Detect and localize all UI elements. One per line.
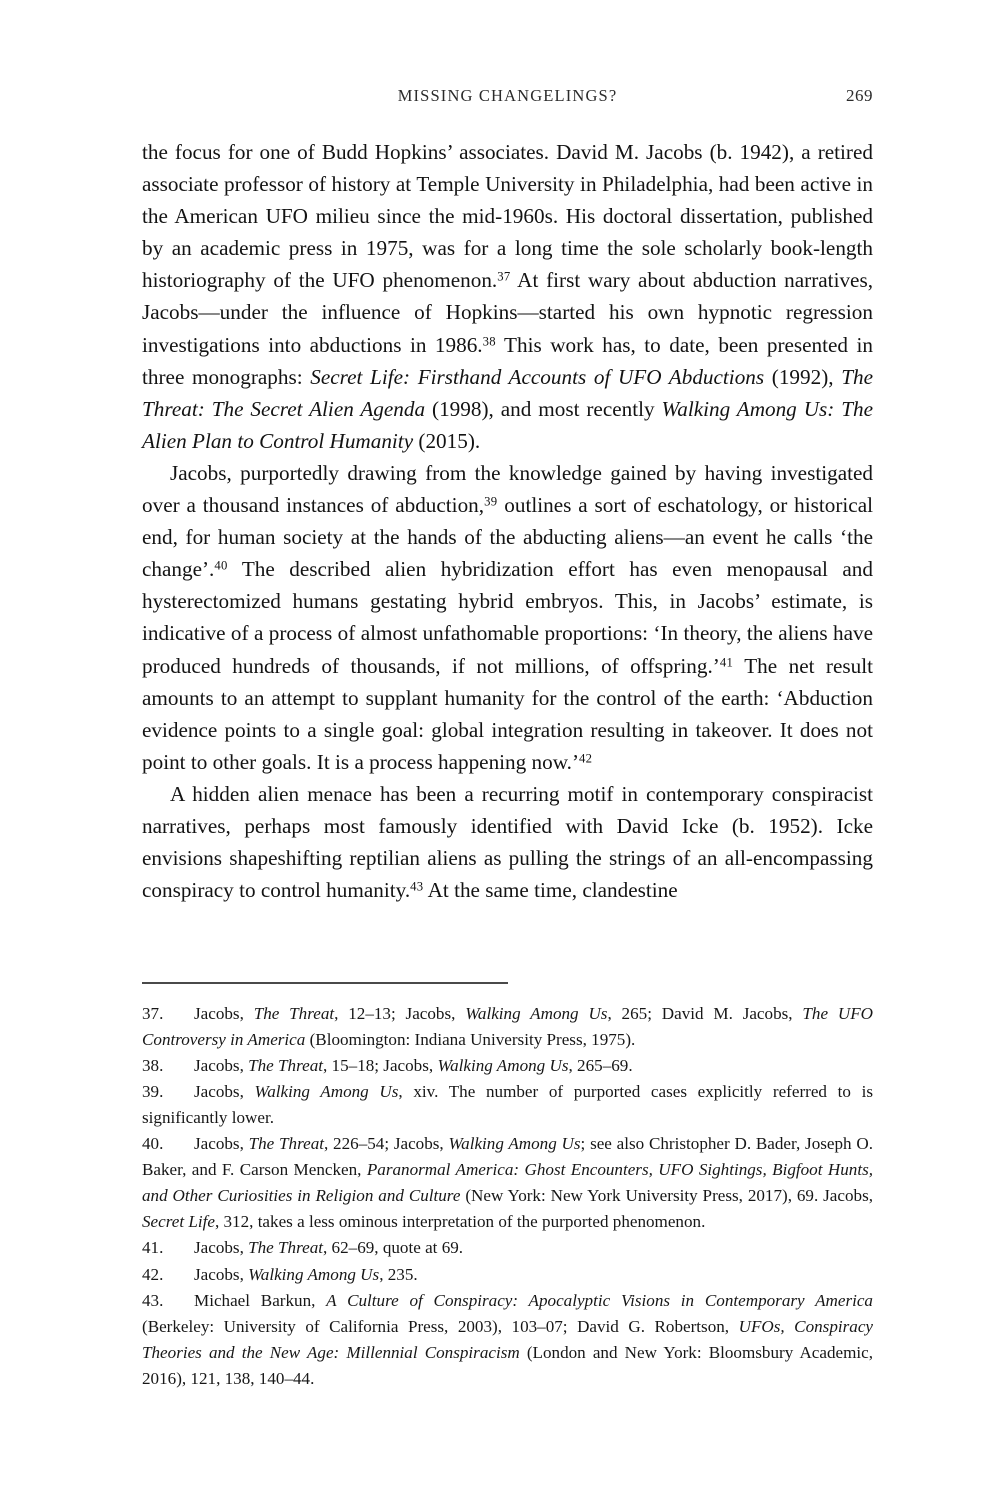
italic-title: Walking Among Us bbox=[437, 1055, 569, 1075]
footnote-area bbox=[142, 982, 873, 1392]
footnote-item bbox=[142, 1288, 873, 1392]
footnote-number: 39. bbox=[142, 1081, 164, 1101]
text-run: Jacobs, bbox=[194, 1055, 249, 1075]
text-run: (1992), bbox=[764, 364, 842, 389]
italic-title: A Culture of Conspiracy: Apocalyptic Visions in Contemporary America bbox=[326, 1290, 873, 1310]
text-run: , 12–13; Jacobs, bbox=[334, 1003, 466, 1023]
footnote-number: 38. bbox=[142, 1055, 164, 1075]
italic-title: The Threat bbox=[248, 1238, 323, 1258]
text-run: Jacobs, purportedly drawing from the knowledge gained by having investigated over a thousand instances of abduction, bbox=[142, 460, 873, 518]
footnote-number: 43. bbox=[142, 1290, 164, 1310]
text-run: , 235. bbox=[379, 1264, 418, 1284]
par-icke bbox=[142, 778, 873, 906]
body-text-block bbox=[142, 136, 873, 906]
footnote-list bbox=[142, 1001, 873, 1392]
text-run: The net result amounts to an attempt to supplant humanity for the control of the earth: ‘Abduction evidence points to a single goal: global integration resulting in takeover. It does not point to other goals. It is a process happening now.’ bbox=[142, 653, 873, 774]
italic-title: Walking Among Us bbox=[254, 1081, 399, 1101]
text-run: outlines a sort of eschatology, or historical end, for human society at the hands of the abducting aliens—an event he calls ‘the change’. bbox=[142, 493, 873, 582]
text-run: Jacobs, bbox=[194, 1238, 249, 1258]
text-run: (Bloomington: Indiana University Press, 1975). bbox=[305, 1029, 636, 1049]
italic-title: Walking Among Us bbox=[465, 1003, 608, 1023]
running-head-title: MISSING CHANGELINGS? bbox=[397, 86, 618, 105]
text-run: Jacobs, bbox=[194, 1264, 249, 1284]
text-run: , 265–69. bbox=[568, 1055, 633, 1075]
text-run: (London and New York: Bloomsbury Academic, 2016), 121, 138, 140–44. bbox=[142, 1342, 874, 1388]
italic-title: The Threat bbox=[248, 1055, 323, 1075]
text-run: , 265; David M. Jacobs, bbox=[607, 1003, 803, 1023]
par-jacobs-bio bbox=[142, 136, 873, 457]
italic-title: The Threat: The Secret Alien Agenda bbox=[142, 364, 873, 421]
italic-title: The Threat bbox=[253, 1003, 335, 1023]
text-run: Jacobs, bbox=[194, 1003, 254, 1023]
text-run: A hidden alien menace has been a recurring motif in contemporary conspiracist narratives, perhaps most famously identified with David Icke (b. 1952). Icke envisions shapeshifting reptilian aliens as pulling the strings of an all-encompassing conspiracy to control humanity. bbox=[142, 781, 873, 903]
page-number: 269 bbox=[846, 86, 873, 105]
text-run: Jacobs, bbox=[194, 1081, 255, 1101]
italic-title: Paranormal America: Ghost Encounters, UFO Sightings, Bigfoot Hunts, and Other Curiosities in Religion and Culture bbox=[142, 1160, 873, 1206]
text-run: At first wary about abduction narratives, Jacobs—under the influence of Hopkins—started his own hypnotic regression investigations into abductions in 1986. bbox=[142, 268, 873, 357]
footnote-number: 40. bbox=[142, 1134, 164, 1154]
italic-title: Secret Life bbox=[142, 1212, 215, 1232]
italic-title: Walking Among Us bbox=[248, 1264, 380, 1284]
footnote-reference-43[interactable]: 43 bbox=[410, 879, 424, 894]
footnote-reference-38[interactable]: 38 bbox=[482, 333, 496, 348]
footnote-reference-42[interactable]: 42 bbox=[579, 751, 593, 766]
text-run: (2015). bbox=[413, 428, 481, 453]
text-run: Michael Barkun, bbox=[194, 1290, 327, 1310]
text-run: At the same time, clandestine bbox=[423, 878, 678, 903]
text-run: , 62–69, quote at 69. bbox=[323, 1238, 464, 1258]
text-run: , 15–18; Jacobs, bbox=[323, 1055, 438, 1075]
italic-title: Secret Life: Firsthand Accounts of UFO Abductions bbox=[310, 364, 765, 389]
italic-title: The Threat bbox=[248, 1134, 324, 1154]
italic-title: UFOs, Conspiracy Theories and the New Age: Millennial Conspiracism bbox=[142, 1316, 873, 1362]
text-run: , xiv. The number of purported cases explicitly referred to is significantly lower. bbox=[142, 1081, 874, 1127]
text-run: (1998), and most recently bbox=[425, 396, 662, 421]
text-run: , 312, takes a less ominous interpretation of the purported phenomenon. bbox=[214, 1212, 706, 1232]
italic-title: The UFO Controversy in America bbox=[142, 1003, 873, 1049]
footnote-item bbox=[142, 1053, 873, 1079]
footnote-item bbox=[142, 1079, 873, 1131]
text-run: This work has, to date, been presented in three monographs: bbox=[142, 332, 874, 389]
text-run: , 226–54; Jacobs, bbox=[324, 1134, 449, 1154]
text-run: (New York: New York University Press, 2017), 69. Jacobs, bbox=[460, 1186, 873, 1206]
text-run: the focus for one of Budd Hopkins’ associates. David M. Jacobs (b. 1942), a retired associate professor of history at Temple University in Philadelphia, had been active in the American UFO milieu since the mid-1960s. His doctoral dissertation, published by an academic press in 1975, was for a long time the sole scholarly book-length historiography of the UFO phenomenon. bbox=[142, 140, 873, 293]
footnote-separator-rule bbox=[142, 982, 508, 984]
text-run: ; see also Christopher D. Bader, Joseph O. Baker, and F. Carson Mencken, bbox=[142, 1134, 873, 1180]
italic-title: Walking Among Us: The Alien Plan to Control Humanity bbox=[142, 396, 874, 453]
text-run: (Berkeley: University of California Press, 2003), 103–07; David G. Robertson, bbox=[142, 1316, 739, 1336]
footnote-number: 41. bbox=[142, 1238, 164, 1258]
footnote-item bbox=[142, 1235, 873, 1261]
text-run: The described alien hybridization effort has even menopausal and hysterectomized humans gestating hybrid embryos. This, in Jacobs’ estimate, is indicative of a process of almost unfathomable proportions: ‘In theory, the aliens have produced hundreds of thousands, if not millions, of offspring.’ bbox=[142, 557, 873, 678]
running-head bbox=[142, 86, 873, 108]
par-eschatology bbox=[142, 457, 873, 778]
footnote-number: 37. bbox=[142, 1003, 164, 1023]
footnote-reference-40[interactable]: 40 bbox=[214, 558, 228, 573]
text-run: Jacobs, bbox=[194, 1134, 249, 1154]
footnote-item bbox=[142, 1262, 873, 1288]
footnote-reference-41[interactable]: 41 bbox=[719, 654, 734, 669]
footnote-number: 42. bbox=[142, 1264, 164, 1284]
footnote-reference-39[interactable]: 39 bbox=[484, 494, 498, 509]
italic-title: Walking Among Us bbox=[448, 1134, 581, 1154]
footnote-item bbox=[142, 1001, 873, 1053]
footnote-reference-37[interactable]: 37 bbox=[497, 269, 511, 284]
footnote-item bbox=[142, 1131, 873, 1235]
